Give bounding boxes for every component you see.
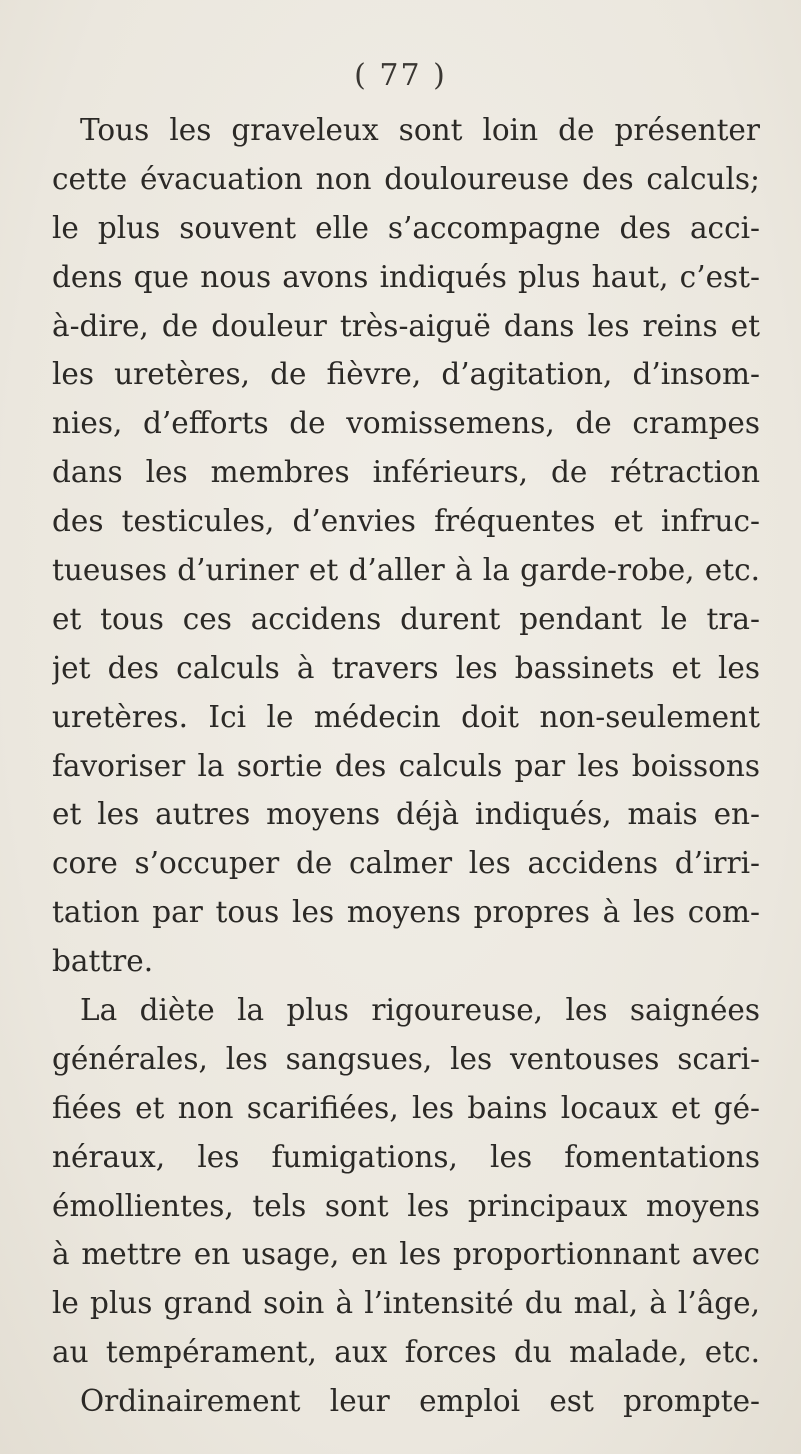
text-line: émollientes, tels sont les principaux moyens <box>52 1188 760 1223</box>
text-line: tation par tous les moyens propres à les com- <box>52 895 760 930</box>
text-line: dans les membres inférieurs, de rétraction <box>52 455 760 490</box>
text-line: et tous ces accidens durent pendant le tra- <box>52 601 760 636</box>
text-line: cette évacuation non douloureuse des calculs; <box>52 161 760 196</box>
text-line: nies, d’efforts de vomissemens, de crampes <box>52 406 760 441</box>
text-line: dens que nous avons indiqués plus haut, c’est- <box>52 259 760 294</box>
text-line: favoriser la sortie des calculs par les boissons <box>52 748 760 783</box>
page-number: ( 77 ) <box>354 58 447 93</box>
text-line: les uretères, de fièvre, d’agitation, d’insom- <box>52 357 760 392</box>
text-line: à-dire, de douleur très-aiguë dans les reins et <box>52 308 760 343</box>
text-line: tueuses d’uriner et d’aller à la garde-robe, etc. <box>52 553 760 588</box>
text-line: Ordinairement leur emploi est prompte- <box>80 1384 760 1419</box>
text-line: battre. <box>52 944 154 979</box>
text-line: Tous les graveleux sont loin de présenter <box>80 113 760 147</box>
text-line: et les autres moyens déjà indiqués, mais en- <box>52 797 760 832</box>
text-line: à mettre en usage, en les proportionnant avec <box>52 1237 760 1272</box>
text-line: au tempérament, aux forces du malade, etc. <box>52 1335 760 1370</box>
text-line: des testicules, d’envies fréquentes et infruc- <box>52 504 760 539</box>
text-line: uretères. Ici le médecin doit non-seulement <box>52 699 760 734</box>
text-line: fiées et non scarifiées, les bains locaux et gé- <box>52 1090 760 1125</box>
text-line: néraux, les fumigations, les fomentations <box>52 1139 760 1174</box>
text-line: générales, les sangsues, les ventouses scari- <box>52 1041 760 1076</box>
text-line: core s’occuper de calmer les accidens d’irri- <box>52 846 760 881</box>
text-line: le plus grand soin à l’intensité du mal, à l’âge, <box>52 1286 760 1321</box>
text-line: La diète la plus rigoureuse, les saignées <box>80 993 760 1028</box>
text-line: le plus souvent elle s’accompagne des acci- <box>52 210 760 245</box>
text-line: jet des calculs à travers les bassinets et les <box>52 650 760 685</box>
body-text <box>52 106 760 1426</box>
